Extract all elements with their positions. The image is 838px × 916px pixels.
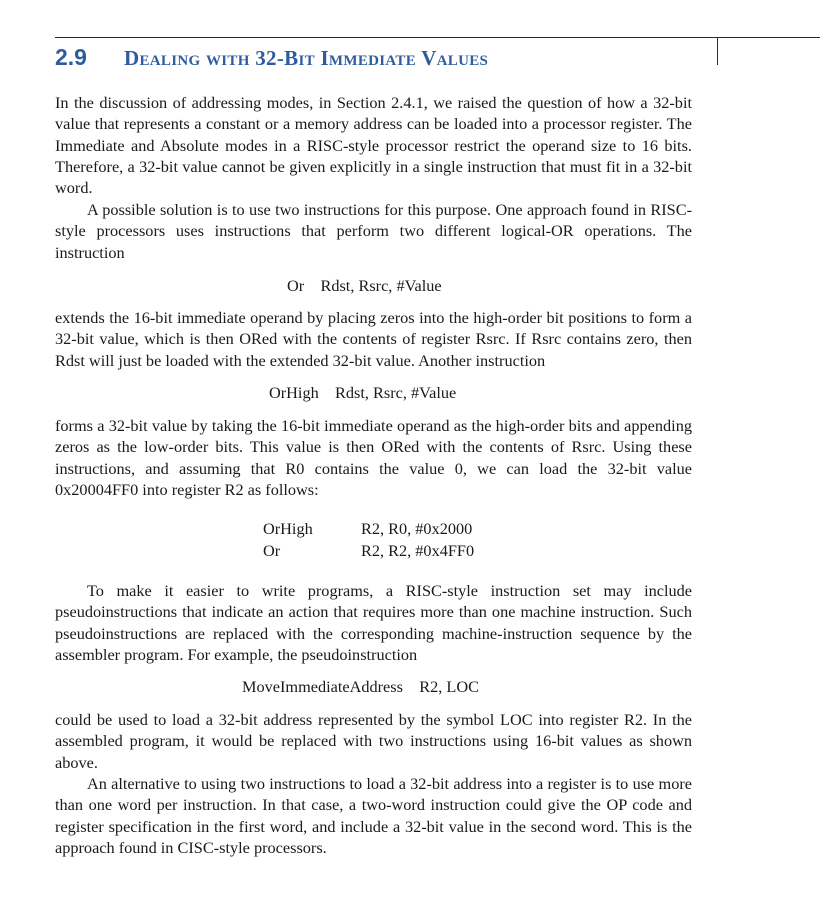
top-rule (55, 37, 820, 38)
header-vertical-rule (717, 37, 718, 65)
paragraph-1: In the discussion of addressing modes, in Section 2.4.1, we raised the question of how a 32-bit value that represents a constant or a memory address can be loaded into a processor register. The Immediate and Absolute modes in a RISC-style processor restrict the operand size to 16 bits. Therefore, a 32-bit value cannot be given explicitly in a single instruction that must fit in a 32-bit word. (55, 93, 692, 198)
code-operands-2: R2, R2, #0x4FF0 (361, 541, 475, 560)
code-op-2: Or (263, 541, 281, 560)
paragraph-5: To make it easier to write programs, a RISC-style instruction set may include pseudoinstructions that indicate an action that requires more than one machine instruction. Such pseudoinstructions are replaced with the corresponding machine-instruction sequence by the assembler program. For example, the pseudoinstruction (55, 581, 692, 664)
paragraph-4: forms a 32-bit value by taking the 16-bit immediate operand as the high-order bits and appending zeros as the low-order bits. This value is then ORed with the contents of Rsrc. Using these instructions, and assuming that R0 contains the value 0, we can load the 32-bit value 0x20004FF0 into register R2 as follows: (55, 416, 692, 499)
paragraph-3: extends the 16-bit immediate operand by placing zeros into the high-order bit positions to form a 32-bit value, which is then ORed with the contents of register Rsrc. If Rsrc contains zero, then Rdst will just be loaded with the extended 32-bit value. Another instruction (55, 308, 692, 370)
code-operands-1: R2, R0, #0x2000 (361, 519, 473, 538)
paragraph-7: An alternative to using two instructions to load a 32-bit address into a register is to use more than one word per instruction. In that case, a two-word instruction could give the OP code and register specification in the first word, and include a 32-bit value in the second word. This is the approach found in CISC-style processors. (55, 774, 692, 857)
section-title: Dealing with 32-Bit Immediate Values (124, 46, 489, 70)
orhigh-instruction-display: OrHigh Rdst, Rsrc, #Value (269, 383, 457, 402)
or-instruction-display: Or Rdst, Rsrc, #Value (287, 276, 442, 295)
code-op-1: OrHigh (263, 519, 313, 538)
move-immediate-address-display: MoveImmediateAddress R2, LOC (242, 677, 479, 696)
paragraph-6: could be used to load a 32-bit address represented by the symbol LOC into register R2. In the assembled program, it would be replaced with two instructions using 16-bit values as shown above. (55, 710, 692, 772)
paragraph-2: A possible solution is to use two instructions for this purpose. One approach found in RISC-style processors uses instructions that perform two different logical-OR operations. The instruction (55, 200, 692, 262)
section-number: 2.9 (55, 44, 87, 70)
